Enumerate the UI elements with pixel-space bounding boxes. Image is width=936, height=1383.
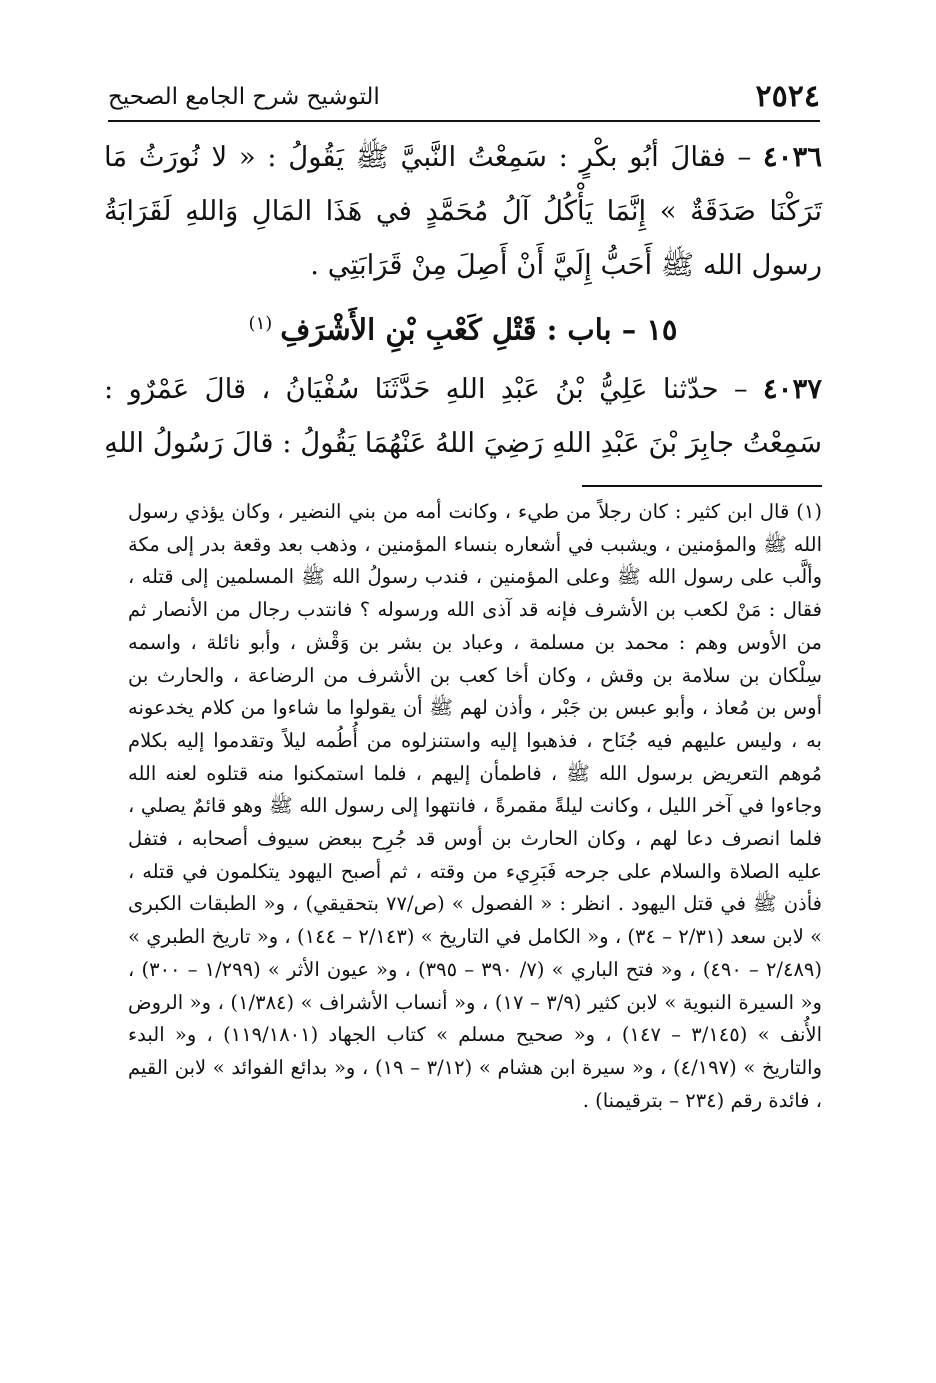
main-text (104, 130, 822, 470)
footnote-number: (١) (796, 500, 822, 523)
footnote-separator (582, 485, 822, 487)
hadith-number: ٤٠٣٦ (762, 141, 822, 173)
chapter-heading (104, 294, 822, 360)
hadith-number: ٤٠٣٧ (762, 372, 822, 405)
page-number: ٢٥٢٤ (755, 79, 820, 114)
footnote-text: قال ابن كثير : كان رجلاً من طيء ، وكانت أمه من بني النضير ، وكان يؤذي رسول الله ﷺ والمؤمنين ، ويشبب في أشعاره بنساء المؤمنين ، وذهب بعد وقعة بدر إلى مكة وألَّب على رسول الله ﷺ وعلى المؤمنين ، فندب رسولُ الله ﷺ المسلمين إلى قتله ، فقال : مَنْ لكعب بن الأشرف فإنه قد آذى الله ورسوله ؟ فانتدب رجال من الأنصار ثم من الأوس وهم : محمد بن مسلمة ، وعباد بن بشر بن وَقْش ، وأبو نائلة ، واسمه سِلْكان بن سلامة بن وقش ، وكان أخا كعب بن الأشرف من الرضاعة ، والحارث بن أوس بن مُعاذ ، وأبو عبس بن جَبْر ، وأذن لهم ﷺ أن يقولوا ما شاءوا من كلام يخدعونه به ، وليس عليهم فيه جُنَاح ، فذهبوا إليه واستنزلوه من أُطُمه ليلاً وتقدموا إليه بكلام مُوهم التعريض برسول الله ﷺ ، فاطمأن إليهم ، فلما استمكنوا منه قتلوه لعنه الله وجاءوا في آخر الليل ، وكانت ليلةً مقمرةً ، فانتهوا إلى رسول الله ﷺ وهو قائمٌ يصلي ، فلما انصرف دعا لهم ، وكان الحارث بن أوس قد جُرِح ببعض سيوف أصحابه ، فتفل عليه الصلاة والسلام على جرحه فَبَرِيء من وقته ، ثم أصبح اليهود يتكلمون في قتله ، فأذن ﷺ في قتل اليهود . انظر : « الفصول » (ص/٧٧ بتحقيقي) ، و« الطبقات الكبرى » لابن سعد (٢/٣١ – ٣٤) ، و« الكامل في التاريخ » (٢/١٤٣ – ١٤٤) ، و« تاريخ الطبري » (٢/٤٨٩ – ٤٩٠) ، و« فتح الباري » (٧/ ٣٩٠ – ٣٩٥) ، و« عيون الأثر » (١/٢٩٩ – ٣٠٠) ، و« السيرة النبوية » لابن كثير (٣/٩ – ١٧) ، و« أنساب الأشراف » (١/٣٨٤) ، و« الروض الأُنف » (٣/١٤٥ – ١٤٧) ، و« صحيح مسلم » كتاب الجهاد (١١٩/١٨٠١) ، و« البدء والتاريخ » (٤/١٩٧) ، و« سيرة ابن هشام » (٣/١٢ – ١٩) ، و« بدائع الفوائد » لابن القيم ، فائدة رقم (٢٣٤ – بترقيمنا) . (128, 500, 823, 1112)
footnotes (128, 496, 822, 1117)
footnote-marker: (١) (248, 313, 273, 334)
hadith-text: – فقالَ أبُو بكْرٍ : سَمِعْتُ النَّبيَّ ﷺ يَقُولُ : « لا نُورَثُ مَا تَرَكْنَا صَدَقَةٌ » إِنَّمَا يَأْكُلُ آلُ مُحَمَّدٍ في هَذَا المَالِ وَاللهِ لَقَرَابَةُ رسول الله ﷺ أَحَبُّ إِلَيَّ أَنْ أَصِلَ مِنْ قَرَابَتِي . (104, 141, 822, 281)
hadith-paragraph-4036 (104, 130, 822, 292)
hadith-paragraph-4037 (104, 362, 822, 470)
chapter-title: ١٥ – باب : قَتْلِ كَعْبِ بْنِ الأَشْرَفِ (280, 312, 678, 347)
running-title: التوشيح شرح الجامع الصحيح (108, 84, 380, 110)
footnote-1 (128, 496, 822, 1117)
hadith-text: – حدّثنا عَلِيُّ بْنُ عَبْدِ اللهِ حَدَّثَنَا سُفْيَانُ ، قالَ عَمْرٌو : سَمِعْتُ جابِرَ بْنَ عَبْدِ اللهِ رَضِيَ اللهُ عَنْهُمَا يَقُولُ : قالَ رَسُولُ اللهِ (104, 372, 822, 459)
page-header (108, 78, 820, 122)
